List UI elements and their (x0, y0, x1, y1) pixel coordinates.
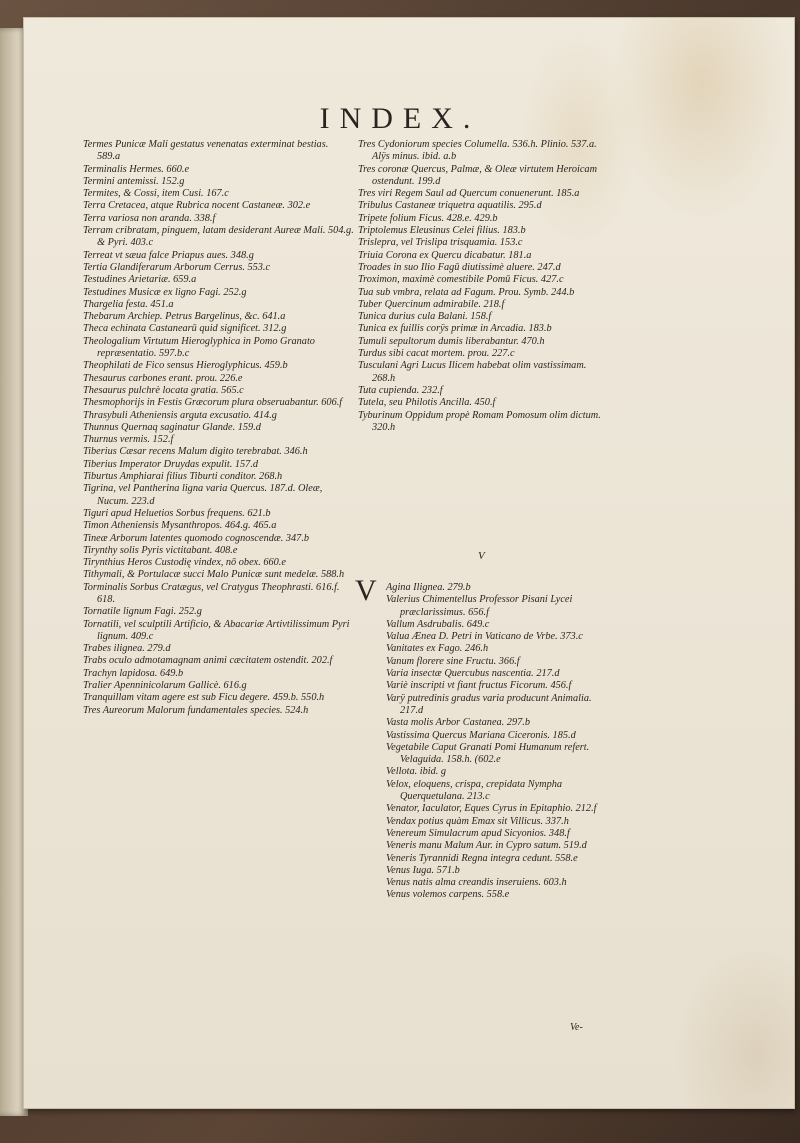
index-entry: Vanitates ex Fago. 246.h (386, 643, 489, 655)
index-column-right-bottom (386, 582, 606, 902)
index-entry: Thebarum Archiep. Petrus Bargelinus, &c. 641.a (83, 311, 286, 323)
index-entry: Tralier Apenninicolarum Gallicè. 616.g (83, 680, 247, 692)
index-entry: Terra Cretacea, atque Rubrica nocent Castaneæ. 302.e (83, 200, 311, 212)
index-entry: Testudines Arietariæ. 659.a (83, 274, 197, 286)
index-entry: Thesmophorijs in Festis Græcorum plura obseruabantur. 606.f (83, 397, 343, 409)
index-entry: Tithymali, & Portulacæ succi Malo Punicæ sunt medelæ. 588.h (83, 569, 345, 581)
index-entry: Testudines Musicæ ex ligno Fagi. 252.g (83, 286, 247, 298)
index-entry: Tripete folium Ficus. 428.e. 429.b (358, 212, 498, 224)
index-entry: Tumuli sepultorum dumis liberabantur. 470.h (358, 335, 545, 347)
index-entry: Valua Ænea D. Petri in Vaticano de Vrbe. 373.c (386, 631, 583, 643)
index-entry: Termes Punicæ Mali gestatus venenatas exterminat bestias. 589.a (83, 139, 329, 163)
index-entry: Vegetabile Caput Granati Pomi Humanum refert. Velaguida. 158.h. (602.e (386, 741, 590, 766)
index-entry: Venus natis alma creandis inseruiens. 603.h (386, 877, 567, 889)
index-entry: Tuber Quercinum admirabile. 218.f (358, 298, 505, 310)
index-entry: Tres viri Regem Saul ad Quercum conuenerunt. 185.a (358, 188, 580, 200)
index-entry: Termites, & Cossi, item Cusi. 167.c (83, 188, 229, 200)
index-entry: Tigrina, vel Pantherina ligna varia Quercus. 187.d. Oleæ, Nucum. 223.d (83, 483, 323, 507)
index-entry: Tertia Glandiferarum Arborum Cerrus. 553.c (83, 261, 271, 273)
index-entry: Thunnus Quernaq saginatur Glande. 159.d (83, 421, 261, 433)
index-entry: Vendax potius quàm Emax sit Villicus. 337.h (386, 815, 569, 827)
index-entry: Terra variosa non aranda. 338.f (83, 212, 216, 224)
index-entry: Tua sub vmbra, relata ad Fagum. Prou. Symb. 244.b (358, 286, 575, 298)
index-entry: Tirynthy solis Pyris victitabant. 408.e (83, 544, 238, 556)
index-entry: Thargelia festa. 451.a (83, 298, 174, 310)
index-entry: Veneris Tyrannidi Regna integra cedunt. 558.e (386, 852, 578, 864)
index-entry: Tyburinum Oppidum propè Romam Pomosum olim dictum. 320.h (358, 409, 601, 433)
index-entry: Termini antemissi. 152.g (83, 175, 185, 187)
index-entry: Varia insectæ Quercubus nascentia. 217.d (386, 668, 560, 680)
index-entry: Venus volemos carpens. 558.e (386, 889, 510, 901)
index-entry: Venus Iuga. 571.b (386, 864, 460, 876)
index-entry: Tutela, seu Philotis Ancilla. 450.f (358, 397, 496, 409)
index-entry: Tres Cydoniorum species Columella. 536.h. Plinio. 537.a. Alÿs minus. ibid. a.b (358, 139, 597, 163)
index-entry: Varÿ putredinis gradus varia producunt Animalia. 217.d (386, 692, 592, 716)
catchword: Ve- (570, 1022, 583, 1033)
index-entry: Vellota. ibid. g (386, 766, 447, 778)
index-column-left (83, 139, 354, 717)
index-entry: Tres Aureorum Malorum fundamentales species. 524.h (83, 704, 309, 716)
index-entry: Timon Atheniensis Mysanthropos. 464.g. 465.a (83, 520, 277, 532)
index-entry: Thrasybuli Atheniensis arguta excusatio. 414.g (83, 409, 277, 421)
index-entry: Tiburtus Amphiarai filius Tiburti conditor. 268.h (83, 471, 283, 483)
index-entry: Thesaurus pulchrè locata gratia. 565.c (83, 384, 244, 396)
index-entry: Vanum florere sine Fructu. 366.f (386, 655, 520, 667)
index-entry: Troximon, maximè comestibile Pomū Ficus. 427.c (358, 274, 564, 286)
index-entry: Trabs oculo admotamagnam animi cæcitatem ostendit. 202.f (83, 655, 333, 667)
index-entry: Tirynthius Heros Custodię vindex, nō obex. 660.e (83, 557, 286, 569)
section-letter: V (478, 550, 485, 562)
index-entry: Triuia Corona ex Quercu dicabatur. 181.a (358, 249, 532, 261)
index-entry: Tiberius Imperator Druydas expulit. 157.d (83, 458, 259, 470)
index-entry: Tornatili, vel sculptili Artificio, & Abacariæ Artivtilissimum Pyri lignum. 409.c (83, 618, 350, 642)
index-entry: Tranquillam vitam agere est sub Ficu degere. 459.b. 550.h (83, 692, 325, 704)
index-column-right-top (358, 139, 604, 434)
index-entry: Agina Ilignea. 279.b (386, 582, 471, 593)
index-entry: Tuta cupienda. 232.f (358, 384, 443, 396)
index-entry: Venator, Iaculator, Eques Cyrus in Epitaphio. 212.f (386, 803, 597, 815)
page-title: INDEX. (319, 102, 481, 135)
index-entry: Torminalis Sorbus Cratægus, vel Cratygus Theophrasti. 616.f. 618. (83, 581, 340, 605)
index-entry: Tornatile lignum Fagi. 252.g (83, 606, 202, 618)
index-entry: Velox, eloquens, crispa, crepidata Nympha Querquetulana. 213.c (386, 778, 563, 803)
index-entry: Veneris manu Malum Aur. in Cypro satum. 519.d (386, 840, 587, 852)
index-entry: Terreat vt sæua falce Priapus aues. 348.g (83, 249, 254, 261)
index-entry: Trachyn lapidosa. 649.b (83, 667, 184, 679)
index-entry: Tunica ex fuillis corÿs primæ in Arcadia. 183.b (358, 323, 552, 335)
index-entry: Tineæ Arborum latentes quomodo cognoscendæ. 347.b (83, 532, 310, 544)
index-entry: Venereum Simulacrum apud Sicyonios. 348.f (386, 827, 570, 839)
drop-cap: V (355, 574, 377, 607)
index-entry: Vallum Asdrubalis. 649.c (386, 618, 490, 630)
index-entry: Theca echinata Castanearū quid significet. 312.g (83, 323, 287, 335)
index-entry: Thesaurus carbones erant. prou. 226.e (83, 372, 243, 384)
index-entry: Theologalium Virtutum Hieroglyphica in Pomo Granato repræsentatio. 597.b.c (83, 335, 315, 360)
index-entry: Tribulus Castaneæ triquetra aquatilis. 295.d (358, 200, 542, 212)
index-entry: Triptolemus Eleusinus Celei filius. 183.b (358, 225, 526, 237)
index-entry: Tres coronæ Quercus, Palmæ, & Oleæ virtutem Heroicam ostendunt. 199.d (358, 163, 597, 187)
index-entry: Tiguri apud Heluetios Sorbus frequens. 621.b (83, 507, 271, 519)
index-entry: Vastissima Quercus Mariana Ciceronis. 185.d (386, 729, 576, 741)
index-entry: Variè inscripti vt fiant fructus Ficorum. 456.f (386, 680, 572, 692)
index-entry: Thurnus vermis. 152.f (83, 434, 174, 446)
index-entry: Terminalis Hermes. 660.e (83, 163, 190, 175)
index-entry: Trabes ilignea. 279.d (83, 643, 171, 655)
index-entry: Troades in suo Ilio Fagū diutissimè aluere. 247.d (358, 261, 561, 273)
index-entry: Turdus sibi cacat mortem. prou. 227.c (358, 348, 515, 360)
index-entry: Theophilati de Fico sensus Hieroglyphicus. 459.b (83, 360, 288, 372)
index-entry: Terram cribratam, pinguem, latam desiderant Aureæ Mali. 504.g. & Pyri. 403.c (83, 225, 354, 249)
index-entry: Vasta molis Arbor Castanea. 297.b (386, 717, 530, 729)
index-entry: Tusculani Agri Lucus Ilicem habebat olim vastissimam. 268.h (358, 360, 587, 384)
index-entry: Trislepra, vel Trislipa trisquamia. 153.c (358, 237, 523, 249)
index-entry: Tunica durius cula Balani. 158.f (358, 311, 492, 323)
index-entry: Valerius Chimentellus Professor Pisani Lycei præclarissimus. 656.f (386, 594, 573, 618)
index-entry: Tiberius Cæsar recens Malum digito terebrabat. 346.h (83, 446, 308, 458)
